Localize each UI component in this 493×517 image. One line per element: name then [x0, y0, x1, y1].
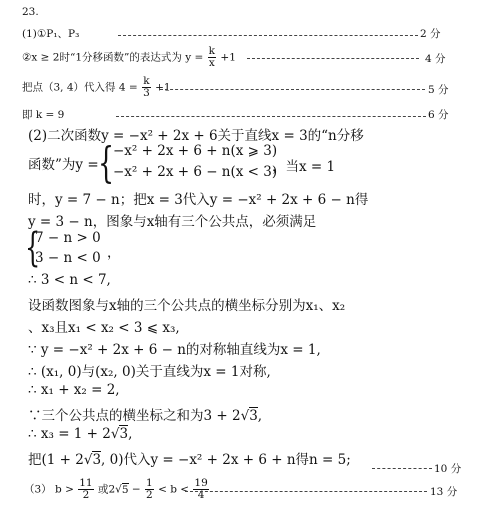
- part2-line2-tail: ，当x = 1: [272, 159, 336, 175]
- equation-right: +1: [220, 51, 236, 64]
- inequality-part: b >: [55, 483, 74, 496]
- part1-line2-text: ②x ≥ 2时“1分移函数”的表达式为: [22, 51, 182, 64]
- part2-line9: ∴ (x₁, 0)与(x₂, 0)关于直线为x = 1对称,: [28, 364, 271, 380]
- part1-line3: [22, 76, 171, 99]
- part1-line1-text: (1)①P₁、P₃: [22, 28, 80, 40]
- score-label: 4 分: [425, 53, 446, 65]
- fraction: [208, 46, 216, 69]
- fraction: [193, 478, 208, 501]
- score-label: 2 分: [420, 28, 441, 40]
- fraction-numerator: 1: [146, 477, 153, 489]
- leader-line: [185, 491, 427, 492]
- sqrt-sign: √: [240, 408, 250, 424]
- question-number: 23.: [22, 6, 39, 18]
- score-label: 13 分: [430, 486, 458, 498]
- fraction: [78, 478, 93, 501]
- fraction-numerator: k: [208, 45, 216, 57]
- part2-line12: [28, 426, 132, 442]
- fraction-numerator: k: [143, 75, 150, 87]
- part2-line11-tail: ,: [257, 408, 263, 424]
- fraction-denominator: 2: [82, 489, 90, 502]
- part2-line11: [28, 404, 262, 424]
- sqrt-sign: √: [83, 452, 93, 468]
- fraction-denominator: 3: [143, 87, 150, 100]
- inequality-part: < b <: [158, 483, 190, 496]
- part2-line7: 、x₃且x₁ < x₂ < 3 ⩽ x₃,: [28, 320, 180, 336]
- answer-page: 23. (1)①P₁、P₃ 2 分 ②x ≥ 2时“1分移函数”的表达式为 y = $\frac{k}{x}$ +1 4 分 把点（3, 4）代入得 4 = $\frac{k}{3}$ +1 5 分 即 k = 9 6 分 (2)二次函数y = −x² + 2x + 6关于直线x = 3的“n分移 函数”为y = { −x² + 2x + 6 + n(x ⩾ 3) −x² + 2x + 6 − n(x < 3) ，当x = 1 时，y = 7 − n；把x = 3代入y = −x² + 2x + 6 − n得 y = 3 − n，图象与x轴有三个公共点，必须满足 { 7 − n > 0 3 − n < 0 ， ∴ 3 < n < 7, 设函数图象与x轴的三个公共点的横坐标分别为x₁、x₂ 、x₃且x₁ < x₂ < 3 ⩽ x₃, ∵ y = −x² + 2x + 6 − n的对称轴直线为x = 1, ∴ (x₁, 0)与(x₂, 0)关于直线为x = 1对称, ∴ x₁ + x₂ = 2, ∵三个公共点的横坐标之和为3 + 2√3, ∴ x₃ = 1 + 2√3, 把(1 + 2√3, 0)代入y = −x² + 2x + 6 + n得n = 5; 10 分 （3） b > $\frac{11}{2}$ 或2√5 − $\frac{1}{2}$ < b < $\frac{19}{4}$ 13 分: [22, 6, 462, 502]
- leader-line: [118, 35, 418, 36]
- part2-line13: [28, 448, 351, 468]
- fraction-denominator: 2: [146, 489, 153, 502]
- sqrt-sign: √: [115, 483, 122, 496]
- piecewise-case-1: −x² + 2x + 6 + n(x ⩾ 3): [113, 143, 278, 159]
- inequality-part: 或2: [97, 483, 116, 496]
- radicand: 3: [119, 426, 129, 442]
- leader-line: [247, 58, 419, 59]
- score-label: 5 分: [428, 84, 449, 96]
- system-tail: ，: [107, 245, 121, 261]
- score-label: 10 分: [434, 463, 462, 475]
- part2-line13-text: 把(1 + 2: [28, 452, 84, 468]
- equation-left: 4 =: [118, 81, 138, 94]
- part2-line6: 设函数图象与x轴的三个公共点的横坐标分别为x₁、x₂: [28, 298, 346, 314]
- part2-line11-text: ∵三个公共点的横坐标之和为3 + 2: [28, 408, 241, 424]
- piecewise-case-2: −x² + 2x + 6 − n(x < 3): [113, 164, 278, 180]
- part1-line3-text: 把点（3, 4）代入得: [22, 81, 116, 94]
- equation-left: y =: [185, 51, 204, 64]
- fraction-denominator: x: [208, 57, 215, 70]
- fraction: [142, 76, 151, 99]
- score-label: 6 分: [428, 109, 449, 121]
- part1-line4: [22, 107, 64, 122]
- part2-line4: y = 3 − n，图象与x轴有三个公共点，必须满足: [28, 214, 317, 230]
- equation-right: +1: [155, 81, 171, 94]
- leader-line: [116, 116, 426, 117]
- part2-line13-tail: , 0)代入y = −x² + 2x + 6 + n得n = 5;: [101, 452, 351, 468]
- part2-line8: ∵ y = −x² + 2x + 6 − n的对称轴直线为x = 1,: [28, 342, 321, 358]
- part2-line2-label: 函数”为y =: [28, 157, 99, 173]
- part2-line3: 时，y = 7 − n；把x = 3代入y = −x² + 2x + 6 − n得: [28, 192, 369, 208]
- radicand: 5: [121, 483, 129, 496]
- part2-line10: ∴ x₁ + x₂ = 2,: [28, 382, 120, 398]
- radicand: 3: [92, 452, 102, 468]
- fraction-numerator: 11: [79, 477, 93, 489]
- part2-line12-text: ∴ x₃ = 1 + 2: [28, 426, 111, 442]
- part1-line1: [22, 26, 79, 41]
- part3-line: [24, 478, 210, 501]
- part2-line1: (2)二次函数y = −x² + 2x + 6关于直线x = 3的“n分移: [28, 128, 364, 144]
- part3-label: （3）: [24, 483, 52, 496]
- fraction: [145, 478, 154, 501]
- part1-line2: [22, 46, 236, 69]
- system-inequality-2: 3 − n < 0: [35, 250, 101, 266]
- leader-line: [160, 89, 425, 90]
- radicand: 3: [249, 408, 258, 424]
- part2-line12-tail: ,: [128, 426, 133, 442]
- fraction-denominator: 4: [197, 489, 205, 502]
- part2-line5: ∴ 3 < n < 7,: [28, 272, 111, 288]
- fraction-numerator: 19: [194, 477, 208, 489]
- inequality-part: −: [131, 483, 141, 496]
- system-inequality-1: 7 − n > 0: [35, 230, 101, 246]
- sqrt-sign: √: [110, 426, 120, 442]
- part1-line4-text: 即 k = 9: [22, 109, 65, 121]
- leader-line: [372, 468, 432, 469]
